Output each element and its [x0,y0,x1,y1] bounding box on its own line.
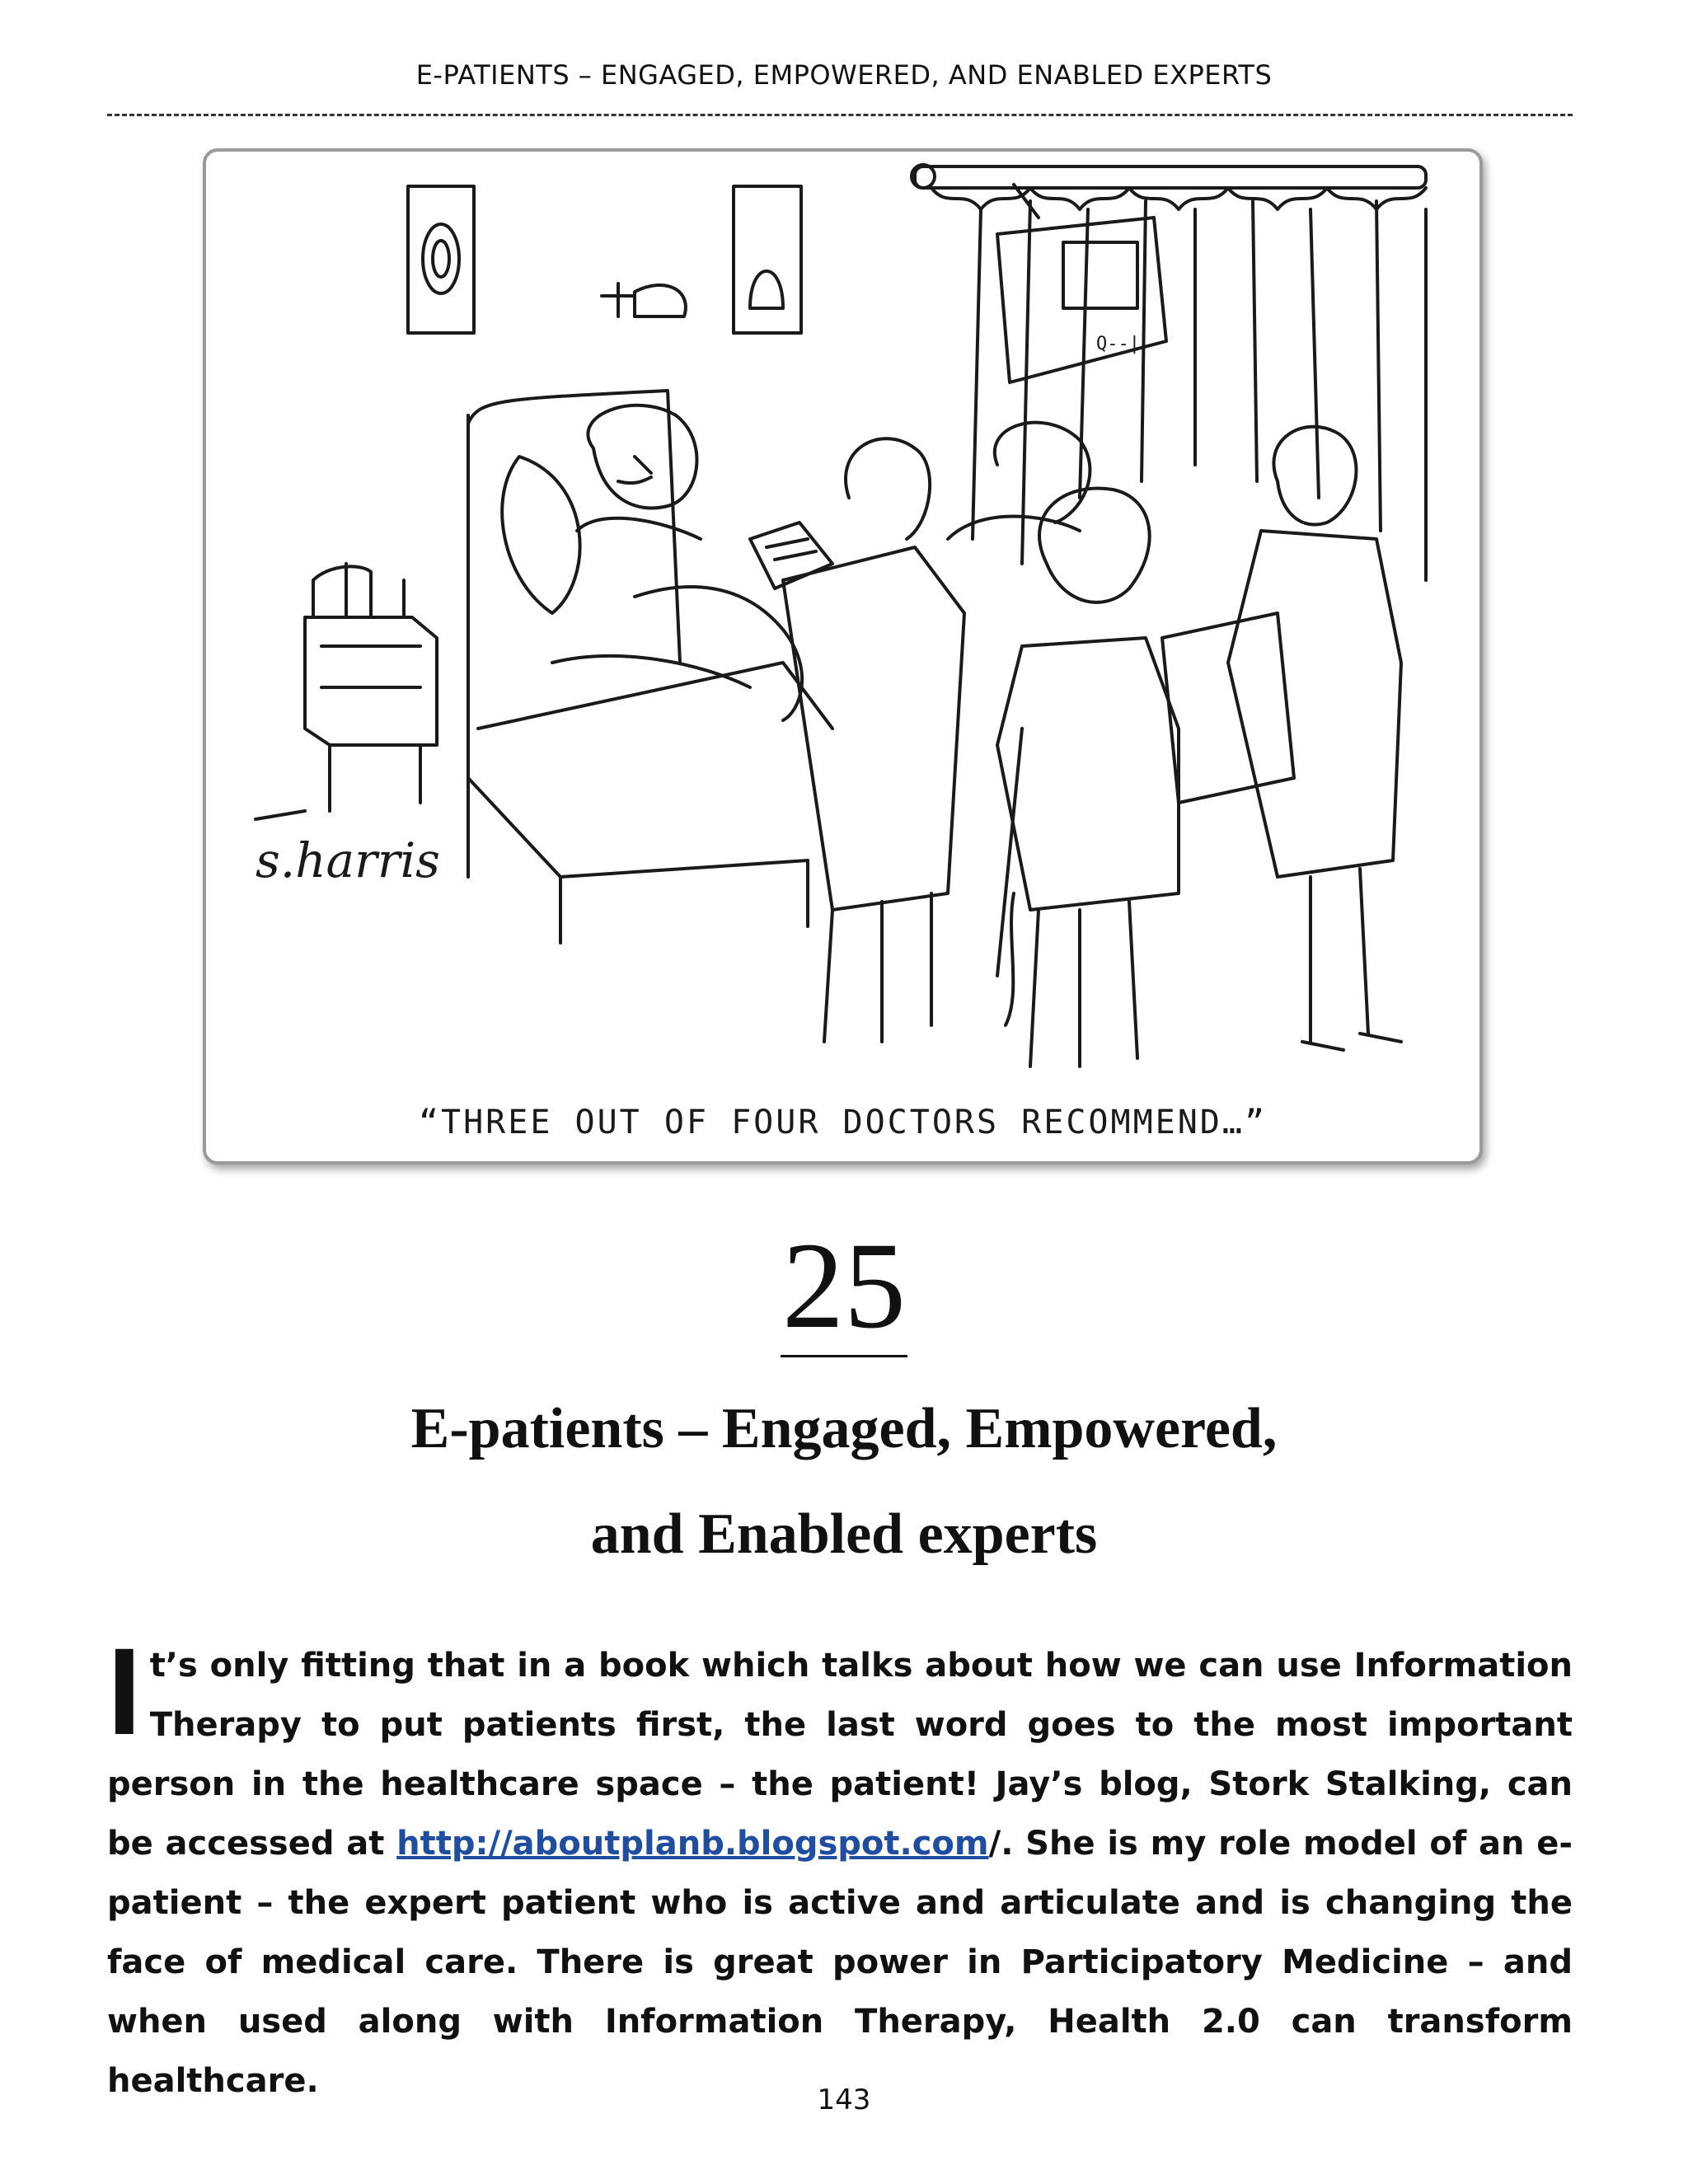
tv-monitor [997,185,1166,382]
cartoon-illustration [203,148,1483,1165]
header-divider [107,114,1573,116]
doctor-right [1162,427,1401,1050]
body-paragraph [107,1622,1573,2111]
artist-signature: s.harris [256,832,440,888]
wall-fixture [602,284,686,316]
cartoon-drawing [206,152,1479,1161]
monitor-label: Q--| [1096,334,1140,354]
cartoon-caption: “THREE OUT OF FOUR DOCTORS RECOMMEND…” [418,1104,1268,1141]
chapter-title-line-2: and Enabled experts [590,1502,1098,1566]
page-number: 143 [817,2083,871,2116]
nightstand [256,564,437,819]
doctor-left [783,438,964,1042]
patient [502,405,832,720]
body-text-before-link: t’s only fitting that in a book which talks about how we can use Information Therapy to put patients first, the last word goes to the most important person in the healthcare space – the patient! Jay’s blog, Stork Stalking, can be accessed at [107,1647,1573,1863]
chapter-title-line-1: E-patients – Engaged, Empowered, [410,1397,1278,1460]
wall-picture-right [734,186,801,333]
drop-cap: I [107,1622,142,1760]
blog-link[interactable]: http://aboutplanb.blogspot.com [396,1825,989,1863]
doctor-woman [997,488,1179,1066]
body-text-after-link: /. She is my role model of an e-patient – the expert patient who is active and articulate and is changing the face of medical care. There is great power in Participatory Medicine – and when used along with Information Therapy, Health 2.0 can transform healthcare. [107,1825,1573,2100]
wall-picture-left [408,186,474,333]
chapter-number [0,1217,1688,1357]
doctor-center [948,423,1090,539]
chapter-title [0,1376,1688,1587]
chapter-number-text: 25 [781,1220,907,1357]
running-header: E-PATIENTS – ENGAGED, EMPOWERED, AND ENABLED EXPERTS [415,59,1273,91]
